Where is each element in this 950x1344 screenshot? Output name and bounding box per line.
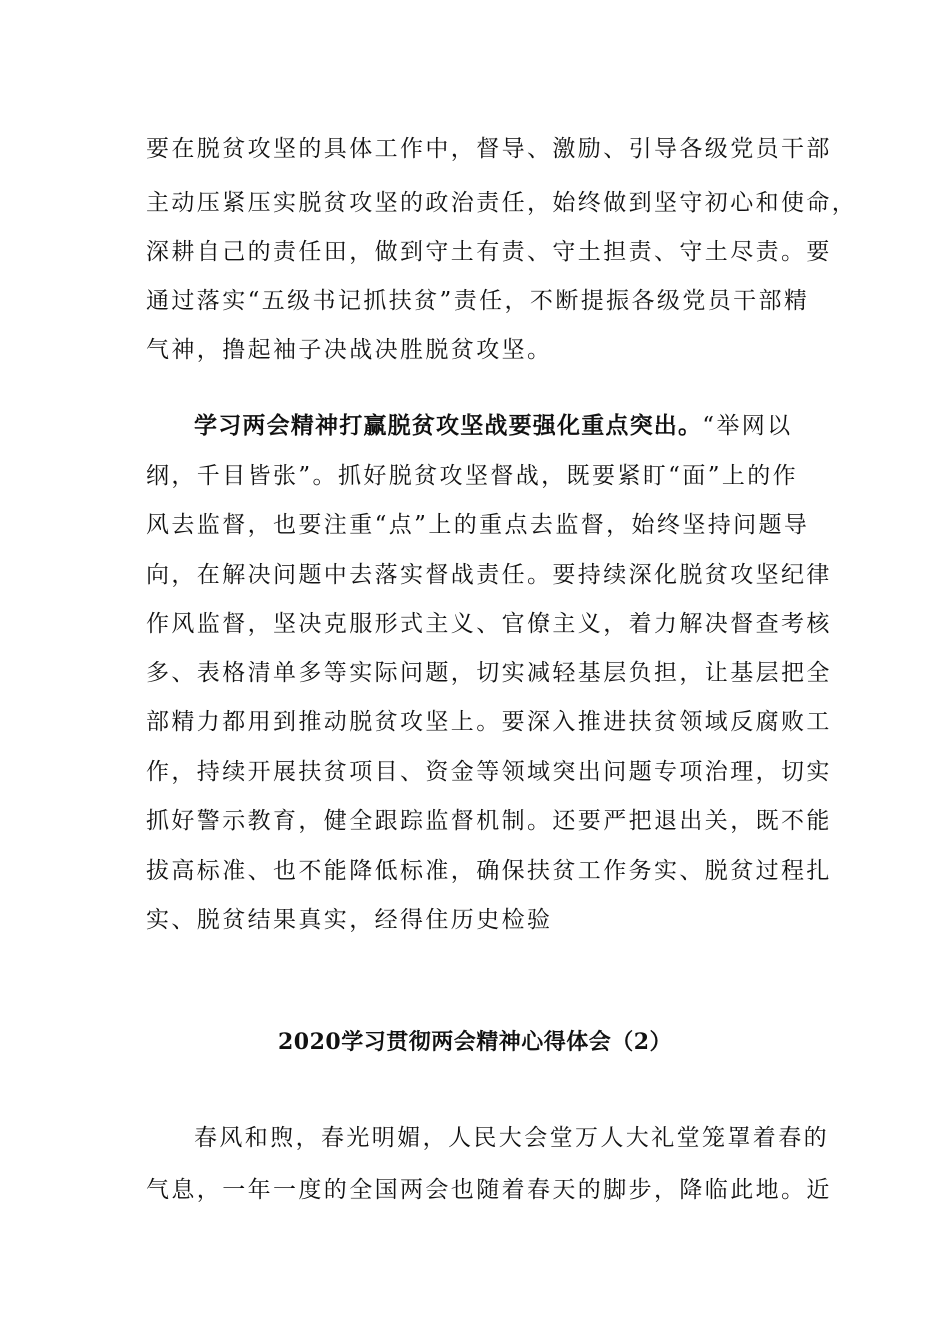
paragraph-line: 纲，千目皆张”。抓好脱贫攻坚督战，既要紧盯“面”上的作	[146, 463, 799, 489]
paragraph-first-line	[194, 411, 806, 441]
paragraph-line: 向，在解决问题中去落实督战责任。要持续深化脱贫攻坚纪律	[146, 562, 832, 588]
paragraph-lead-rest: “举网以	[702, 413, 793, 439]
paragraph-line: 多、表格清单多等实际问题，切实减轻基层负担，让基层把全	[146, 660, 832, 686]
paragraph-line: 气息，一年一度的全国两会也随着春天的脚步，降临此地。近	[146, 1177, 832, 1203]
paragraph-line: 气神，撸起袖子决战决胜脱贫攻坚。	[146, 337, 553, 363]
paragraph-line: 通过落实“五级书记抓扶贫”责任，不断提振各级党员干部精	[146, 288, 810, 314]
paragraph-line: 实、脱贫结果真实，经得住历史检验	[146, 907, 553, 933]
section-heading: 2020学习贯彻两会精神心得体会（2）	[277, 1029, 673, 1055]
paragraph-line: 要在脱贫攻坚的具体工作中，督导、激励、引导各级党员干部	[146, 136, 832, 162]
paragraph-line: 部精力都用到推动脱贫攻坚上。要深入推进扶贫领域反腐败工	[146, 709, 832, 735]
paragraph-line: 抓好警示教育，健全跟踪监督机制。还要严把退出关，既不能	[146, 808, 832, 834]
paragraph-bold-lead: 学习两会精神打赢脱贫攻坚战要强化重点突出。	[194, 412, 703, 439]
paragraph-line: 拔高标准、也不能降低标准，确保扶贫工作务实、脱贫过程扎	[146, 858, 832, 884]
paragraph-line: 作，持续开展扶贫项目、资金等领域突出问题专项治理，切实	[146, 759, 832, 785]
paragraph-line: 主动压紧压实脱贫攻坚的政治责任，始终做到坚守初心和使命，	[146, 190, 858, 216]
paragraph-line: 风去监督，也要注重“点”上的重点去监督，始终坚持问题导	[146, 512, 810, 538]
paragraph-line: 作风监督，坚决克服形式主义、官僚主义，着力解决督查考核	[146, 611, 832, 637]
paragraph-first-line: 春风和煦，春光明媚，人民大会堂万人大礼堂笼罩着春的	[194, 1125, 829, 1151]
paragraph-line: 深耕自己的责任田，做到守土有责、守土担责、守土尽责。要	[146, 239, 832, 265]
